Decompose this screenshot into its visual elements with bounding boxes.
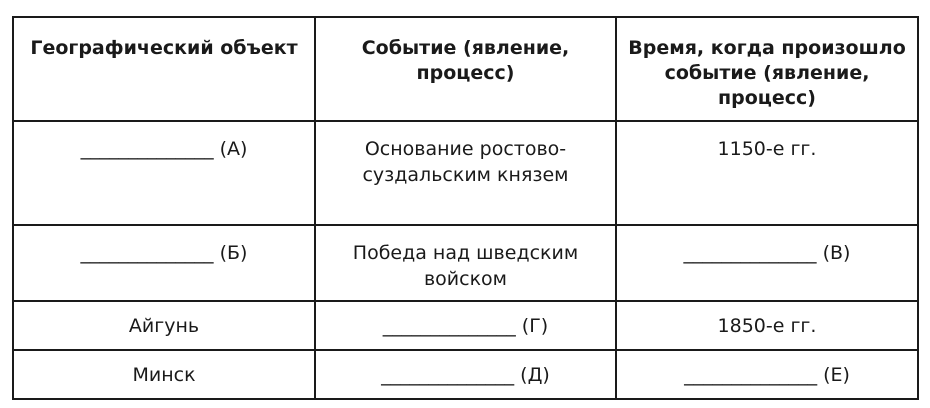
cell-geo-object-a: ______________ (А) [13,121,315,225]
table-row [13,301,918,350]
header-event: Событие (явление, процесс) [315,17,616,121]
cell-event-d: ______________ (Д) [315,350,616,399]
table-row [13,350,918,399]
table-row [13,225,918,301]
table-header-row [13,17,918,121]
cell-time-v: ______________ (В) [616,225,918,301]
cell-event-1: Основание ростово-суздальским князем [315,121,616,225]
header-time: Время, когда произошло событие (явление, процесс) [616,17,918,121]
cell-geo-object-b: ______________ (Б) [13,225,315,301]
table-row [13,121,918,225]
cell-event-g: ______________ (Г) [315,301,616,350]
cell-time-e: ______________ (Е) [616,350,918,399]
cell-time-3: 1850-е гг. [616,301,918,350]
cell-time-1: 1150-е гг. [616,121,918,225]
cell-event-2: Победа над шведским войском [315,225,616,301]
geography-table [12,16,919,400]
cell-geo-object-3: Айгунь [13,301,315,350]
header-geo-object: Географический объект [13,17,315,121]
cell-geo-object-4: Минск [13,350,315,399]
